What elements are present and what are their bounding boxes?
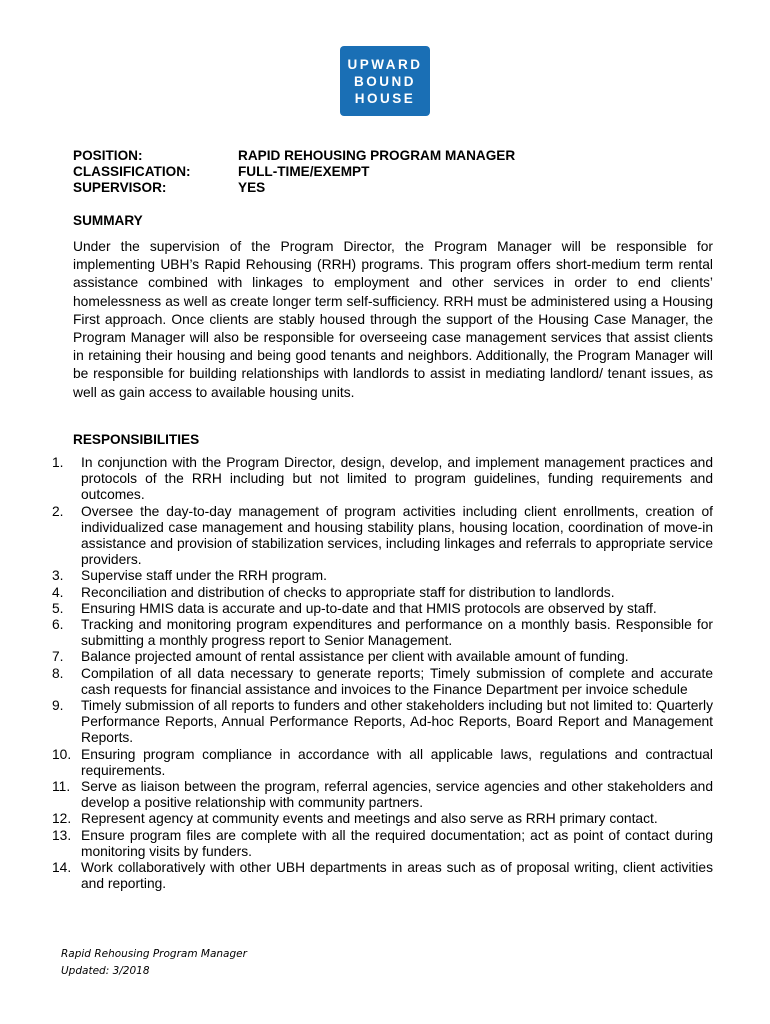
list-item — [52, 811, 713, 827]
summary-paragraph: Under the supervision of the Program Director, the Program Manager will be responsible for implementing UBH’s Rapid Rehousing (RRH) programs. This program offers short-medium term rental assistance combined with linkages to employment and other services in order to end clients’ homelessness as well as create longer term self-sufficiency. RRH must be administered using a Housing First approach. Once clients are stably housed through the support of the Housing Case Manager, the Program Manager will also be responsible for overseeing case management services that assist clients in retaining their housing and being good tenants and neighbors. Additionally, the Program Manager will be responsible for building relationships with landlords to assist in mediating landlord/ tenant issues, as well as gain access to available housing units. — [73, 239, 713, 400]
list-item-number: 2. — [52, 503, 64, 519]
list-item — [52, 698, 713, 747]
list-item-number: 8. — [52, 665, 64, 681]
position-value: RAPID REHOUSING PROGRAM MANAGER — [238, 148, 516, 163]
list-item-number: 12. — [52, 811, 72, 827]
list-item-number: 13. — [52, 827, 72, 843]
list-item — [52, 747, 713, 779]
list-item-text: Tracking and monitoring program expenditures and performance on a monthly basis. Responsible for submitting a monthly progress report to Senior Management. — [81, 617, 713, 649]
list-item-text: Work collaboratively with other UBH departments in areas such as of proposal writing, client activities and reporting. — [81, 860, 713, 892]
list-item-text: Ensuring HMIS data is accurate and up-to-date and that HMIS protocols are observed by staff. — [81, 600, 657, 616]
upward-bound-house-logo — [340, 46, 430, 116]
position-label: POSITION: — [73, 148, 143, 163]
list-item — [52, 649, 713, 665]
list-item — [52, 585, 713, 601]
classification-value: FULL-TIME/EXEMPT — [238, 164, 370, 180]
list-item — [52, 666, 713, 698]
summary-heading: SUMMARY — [73, 213, 143, 228]
list-item-number: 7. — [52, 649, 64, 665]
list-item-number: 4. — [52, 584, 64, 600]
classification-label: CLASSIFICATION: — [73, 164, 191, 180]
list-item-number: 6. — [52, 617, 64, 633]
supervisor-value: YES — [238, 180, 266, 196]
list-item-text: Represent agency at community events and meetings and also serve as RRH primary contact. — [81, 811, 658, 827]
footer-title: Rapid Rehousing Program Manager — [61, 948, 247, 960]
list-item-text: Serve as liaison between the program, referral agencies, service agencies and other stakeholders and develop a positive relationship with community partners. — [81, 779, 713, 811]
list-item-number: 9. — [52, 698, 64, 714]
list-item-number: 11. — [52, 779, 71, 795]
list-item-text: Oversee the day-to-day management of program activities including client enrollments, creation of individualized case management and housing stability plans, housing location, coordination of move-in assistance and provision of stabilization services, including linkages and referrals to appropriate service providers. — [81, 503, 713, 568]
list-item-number: 10. — [52, 746, 72, 762]
classification-row — [73, 164, 515, 180]
list-item-text: Reconciliation and distribution of checks to appropriate staff for distribution to landlords. — [81, 584, 615, 600]
list-item — [52, 860, 713, 892]
list-item — [52, 601, 713, 617]
list-item — [52, 617, 713, 649]
list-item — [52, 568, 713, 584]
list-item-text: Compilation of all data necessary to generate reports; Timely submission of complete and accurate cash requests for financial assistance and invoices to the Finance Department per invoice schedule — [81, 665, 713, 697]
list-item-text: Balance projected amount of rental assistance per client with available amount of funding. — [81, 649, 629, 665]
list-item-text: Supervise staff under the RRH program. — [81, 568, 327, 584]
logo-line-3: HOUSE — [354, 90, 416, 106]
list-item — [52, 455, 713, 504]
responsibilities-list — [52, 455, 713, 892]
list-item-number: 14. — [52, 860, 72, 876]
list-item-text: Ensuring program compliance in accordance with all applicable laws, regulations and contractual requirements. — [81, 746, 713, 778]
page-footer — [61, 946, 247, 980]
list-item-number: 1. — [52, 455, 64, 470]
supervisor-label: SUPERVISOR: — [73, 180, 167, 196]
supervisor-row — [73, 180, 515, 196]
list-item-number: 3. — [52, 568, 64, 584]
list-item — [52, 828, 713, 860]
position-row — [73, 148, 515, 164]
list-item — [52, 504, 713, 569]
logo-line-1: UPWARD — [347, 56, 423, 72]
list-item-text: Ensure program files are complete with all the required documentation; act as point of contact during monitoring visits by funders. — [81, 827, 713, 859]
list-item-number: 5. — [52, 600, 64, 616]
footer-updated: Updated: 3/2018 — [61, 965, 150, 977]
responsibilities-heading: RESPONSIBILITIES — [73, 432, 200, 447]
position-meta — [73, 148, 515, 197]
logo-line-2: BOUND — [354, 73, 416, 89]
list-item-text: Timely submission of all reports to funders and other stakeholders including but not limited to: Quarterly Performance Reports, Annual Performance Reports, Ad-hoc Reports, Board Report and Management Reports. — [81, 698, 713, 746]
list-item — [52, 779, 713, 811]
list-item-text: In conjunction with the Program Director, design, develop, and implement management practices and protocols of the RRH including but not limited to program guidelines, funding requirements and outcomes. — [81, 455, 713, 503]
